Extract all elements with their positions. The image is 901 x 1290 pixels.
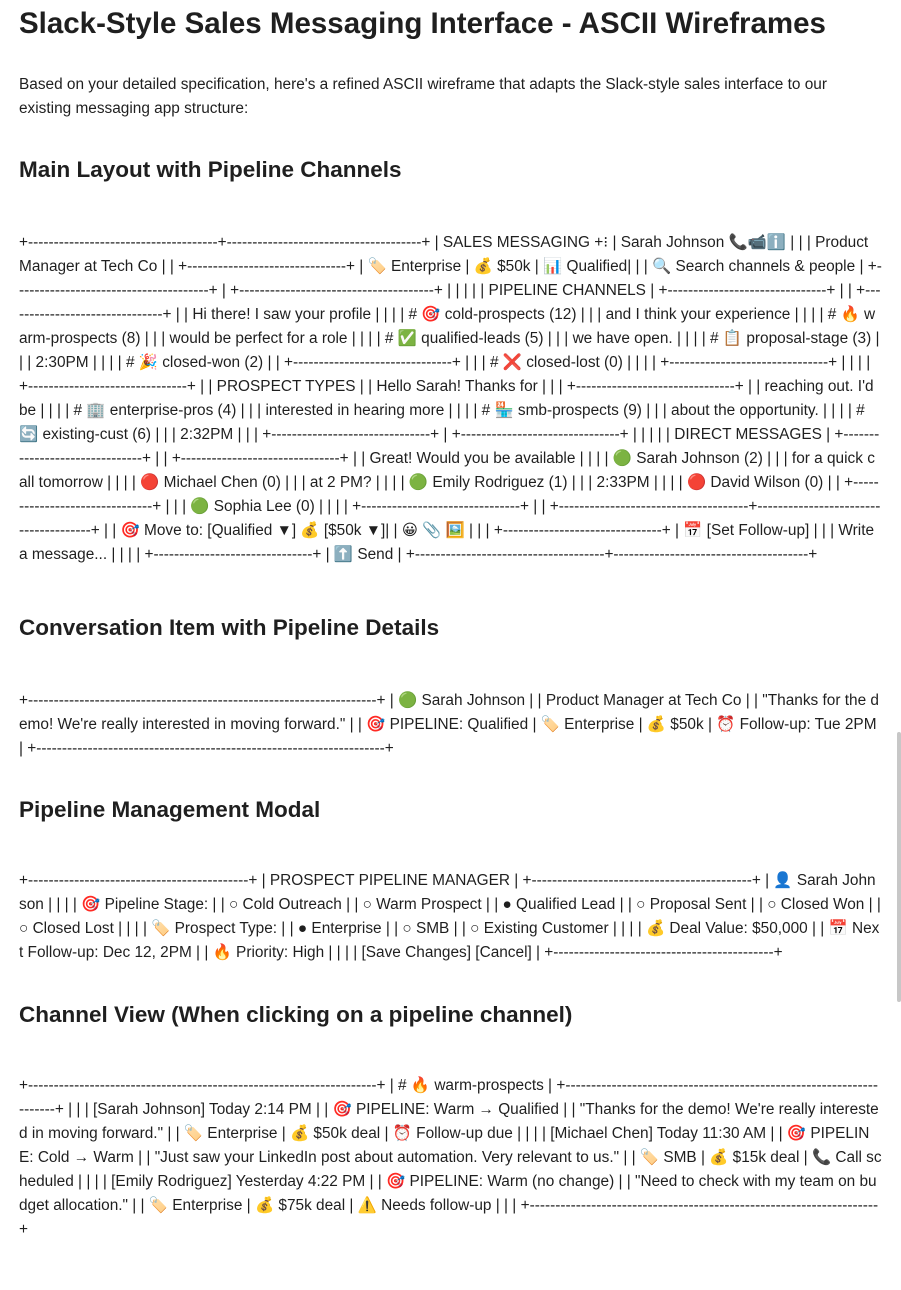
page-title: Slack-Style Sales Messaging Interface - ASCII Wireframes: [19, 7, 826, 40]
section-heading-conversation-item: Conversation Item with Pipeline Details: [19, 615, 440, 640]
intro-paragraph: Based on your detailed specification, here's a refined ASCII wireframe that adapts the Slack-style sales interface to our existing messaging app structure:: [19, 76, 827, 117]
section-heading-pipeline-modal: Pipeline Management Modal: [19, 797, 321, 822]
wireframe-channel-view: +--------------------------------------------------------------------+ | # 🔥 warm-prospects | +--------------------------------------------------------------------+ | | | [Sarah Johnson] Today 2:14 PM | | 🎯 PIPELINE: Warm → Qualified | | "Thanks for the demo! We're really interested in moving forward." | | 🏷️ Enterprise | 💰 $50k deal | ⏰ Follow-up due | | | | [Michael Chen] Today 11:30 AM | | 🎯 PIPELINE: Cold → Warm | | "Just saw your LinkedIn post about automation. Very relevant to us." | | 🏷️ SMB | 💰 $15k deal | 📞 Call scheduled | | | | [Emily Rodriguez] Yesterday 4:22 PM | | 🎯 PIPELINE: Warm (no change) | | "Need to check with my team on budget allocation." | | 🏷️ Enterprise | 💰 $75k deal | ⚠️ Needs follow-up | | | +--------------------------------------------------------------------+: [19, 1077, 882, 1238]
wireframe-conversation-item: +--------------------------------------------------------------------+ | 🟢 Sarah Johnson | | Product Manager at Tech Co | | "Thanks for the demo! We're really interested in moving forward." | | 🎯 PIPELINE: Qualified | 🏷️ Enterprise | 💰 $50k | ⏰ Follow-up: Tue 2PM | +--------------------------------------------------------------------+: [19, 692, 879, 757]
section-heading-channel-view: Channel View (When clicking on a pipeline channel): [19, 1002, 573, 1027]
wireframe-main-layout: +-------------------------------------+--------------------------------------+ | SALES MESSAGING +⁝ | Sarah Johnson 📞📹ℹ️ | | | Product Manager at Tech Co | | +-------------------------------+ | 🏷️ Enterprise | 💰 $50k | 📊 Qualified| | | 🔍 Search channels & people | +--------------------------------------+ | +--------------------------------------+ | | | | | PIPELINE CHANNELS | +-------------------------------+ | | +-------------------------------+ | | Hi there! I saw your profile | | | | # 🎯 cold-prospects (12) | | | and I think your experience | | | | # 🔥 warm-prospects (8) | | | would be perfect for a role | | | | # ✅ qualified-leads (5) | | | we have open. | | | | # 📋 proposal-stage (3) | | | 2:30PM | | | | # 🎉 closed-won (2) | | +-------------------------------+ | | | # ❌ closed-lost (0) | | | | +-------------------------------+ | | | | +-------------------------------+ | | PROSPECT TYPES | | Hello Sarah! Thanks for | | | +-------------------------------+ | | reaching out. I'd be | | | | # 🏢 enterprise-pros (4) | | | interested in hearing more | | | | # 🏪 smb-prospects (9) | | | about the opportunity. | | | | # 🔄 existing-cust (6) | | | 2:32PM | | | +-------------------------------+ | +-------------------------------+ | | | | | DIRECT MESSAGES | +-------------------------------+ | | +-------------------------------+ | | Great! Would you be available | | | | 🟢 Sarah Johnson (2) | | | for a quick call tomorrow | | | | 🔴 Michael Chen (0) | | | at 2 PM? | | | | 🟢 Emily Rodriguez (1) | | | 2:33PM | | | | 🔴 David Wilson (0) | | +-------------------------------+ | | | 🟢 Sophia Lee (0) | | | | +-------------------------------+ | | +-------------------------------------+--------------------------------------+ | | 🎯 Move to: [Qualified ▼] 💰 [$50k ▼]| | 😀 📎 🖼️ | | | +-------------------------------+ | 📅 [Set Follow-up] | | | Write a message... | | | | +-------------------------------+ | ⬆️ Send | +-------------------------------------+--------------------------------------+: [19, 234, 882, 563]
wireframe-pipeline-modal: +-------------------------------------------+ | PROSPECT PIPELINE MANAGER | +-------------------------------------------+ | 👤 Sarah Johnson | | | | 🎯 Pipeline Stage: | | ○ Cold Outreach | | ○ Warm Prospect | | ● Qualified Lead | | ○ Proposal Sent | | ○ Closed Won | | ○ Closed Lost | | | | 🏷️ Prospect Type: | | ● Enterprise | | ○ SMB | | ○ Existing Customer | | | | 💰 Deal Value: $50,000 | | 📅 Next Follow-up: Dec 12, 2PM | | 🔥 Priority: High | | | | [Save Changes] [Cancel] | +-------------------------------------------+: [19, 872, 881, 961]
section-heading-main-layout: Main Layout with Pipeline Channels: [19, 157, 402, 182]
scrollbar[interactable]: [897, 732, 901, 1002]
